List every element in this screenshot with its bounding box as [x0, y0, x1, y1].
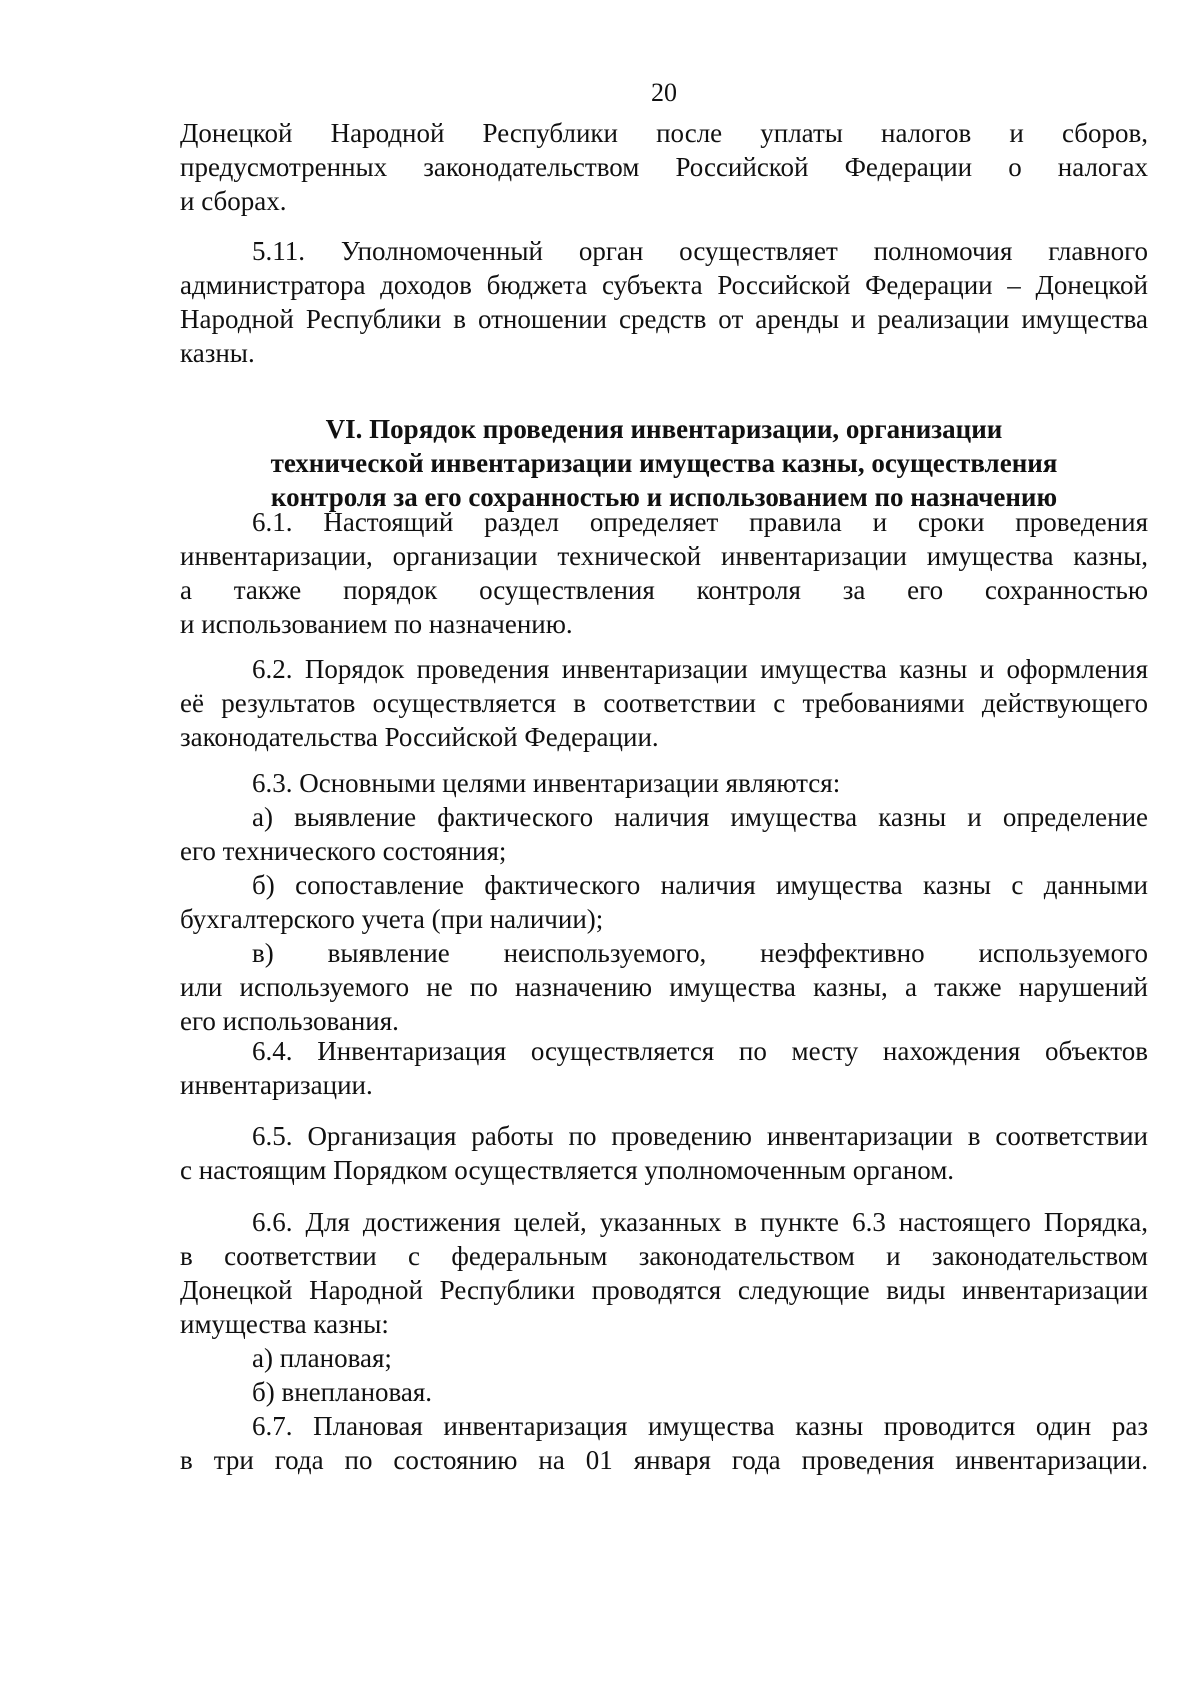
text-line: 6.5. Организация работы по проведению инвентаризации в соответствии [252, 1121, 1148, 1151]
text-line: имущества казны: [180, 1309, 389, 1339]
text-line: 6.7. Плановая инвентаризация имущества казны проводится один раз [252, 1411, 1148, 1441]
paragraph-5-11 [180, 234, 1148, 370]
text-line: бухгалтерского учета (при наличии); [180, 904, 604, 934]
text-line: Народной Республики в отношении средств от аренды и реализации имущества [180, 304, 1148, 334]
text-line: 6.3. Основными целями инвентаризации являются: [252, 768, 841, 798]
paragraph-6-1 [180, 505, 1148, 641]
text-line: а также порядок осуществления контроля за его сохранностью [180, 575, 1148, 605]
text-line: инвентаризации. [180, 1070, 373, 1100]
paragraph-6-6 [180, 1205, 1148, 1409]
text-line: в соответствии с федеральным законодательством и законодательством [180, 1241, 1148, 1271]
paragraph-6-3 [180, 766, 1148, 1038]
text-line: 6.4. Инвентаризация осуществляется по месту нахождения объектов [252, 1036, 1148, 1066]
text-line: б) сопоставление фактического наличия имущества казны с данными [252, 870, 1148, 900]
text-line: Донецкой Народной Республики проводятся следующие виды инвентаризации [180, 1275, 1148, 1305]
text-line: б) внеплановая. [252, 1377, 433, 1407]
paragraph-6-2 [180, 652, 1148, 754]
text-line: её результатов осуществляется в соответствии с требованиями действующего [180, 688, 1148, 718]
paragraph-6-5 [180, 1119, 1148, 1187]
text-line: 5.11. Уполномоченный орган осуществляет полномочия главного [252, 236, 1148, 266]
text-line: казны. [180, 338, 255, 368]
text-line: его использования. [180, 1006, 399, 1036]
section-heading [180, 412, 1148, 514]
page-number: 20 [651, 78, 677, 107]
text-line: а) плановая; [252, 1343, 392, 1373]
text-line: в три года по состоянию на 01 января года проведения инвентаризации. [180, 1445, 1148, 1475]
heading-line: технической инвентаризации имущества казны, осуществления [270, 448, 1058, 478]
heading-line: контроля за его сохранностью и использованием по назначению [270, 482, 1058, 512]
text-line: его технического состояния; [180, 836, 507, 866]
paragraph-intro [180, 116, 1148, 218]
text-line: с настоящим Порядком осуществляется уполномоченным органом. [180, 1155, 955, 1185]
text-line: администратора доходов бюджета субъекта Российской Федерации – Донецкой [180, 270, 1148, 300]
text-line: Донецкой Народной Республики после уплаты налогов и сборов, [180, 118, 1148, 148]
document-page [180, 0, 1148, 1697]
text-line: 6.6. Для достижения целей, указанных в пункте 6.3 настоящего Порядка, [252, 1207, 1148, 1237]
paragraph-6-4 [180, 1034, 1148, 1102]
text-line: предусмотренных законодательством Российской Федерации о налогах [180, 152, 1148, 182]
text-line: 6.2. Порядок проведения инвентаризации имущества казны и оформления [252, 654, 1148, 684]
text-line: 6.1. Настоящий раздел определяет правила и сроки проведения [252, 507, 1148, 537]
text-line: а) выявление фактического наличия имущества казны и определение [252, 802, 1148, 832]
text-line: и использованием по назначению. [180, 609, 573, 639]
text-line: или используемого не по назначению имущества казны, а также нарушений [180, 972, 1148, 1002]
text-line: законодательства Российской Федерации. [180, 722, 659, 752]
text-line: инвентаризации, организации технической инвентаризации имущества казны, [180, 541, 1148, 571]
heading-line: VI. Порядок проведения инвентаризации, организации [325, 414, 1003, 444]
paragraph-6-7 [180, 1409, 1148, 1477]
text-line: в) выявление неиспользуемого, неэффективно используемого [252, 938, 1148, 968]
text-line: и сборах. [180, 186, 287, 216]
